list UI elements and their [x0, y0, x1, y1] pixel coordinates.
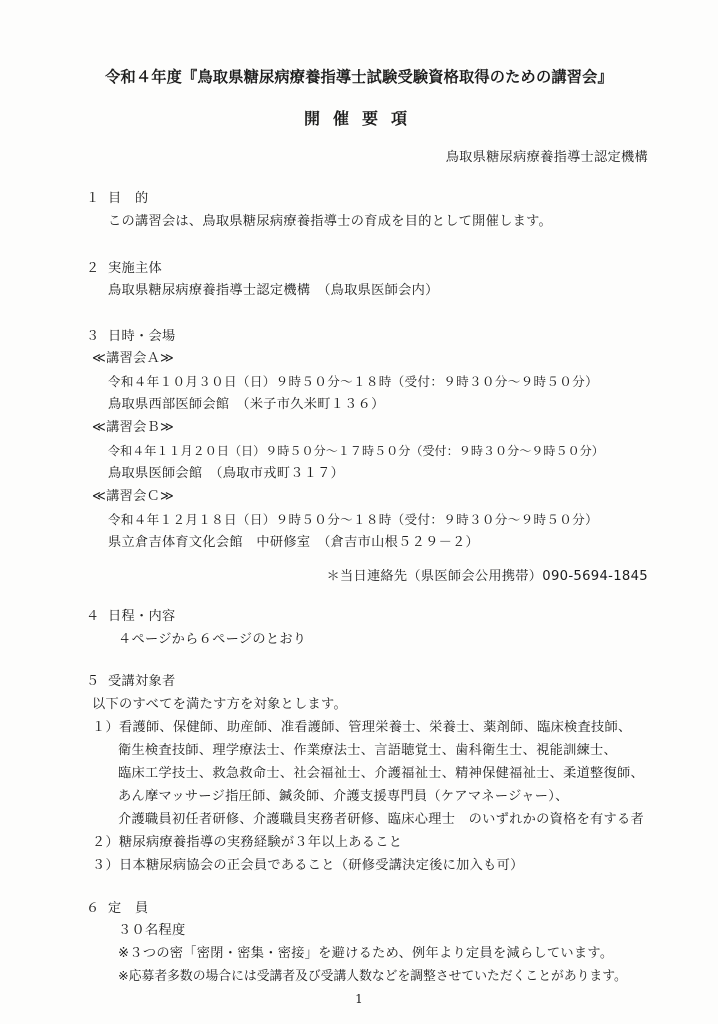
issuing-organization: 鳥取県糖尿病療養指導士認定機構 [445, 150, 648, 165]
document-title: 令和４年度『鳥取県糖尿病療養指導士試験受験資格取得のための講習会』 [105, 68, 613, 86]
session-c-label: ≪講習会Ｃ≫ [92, 489, 175, 504]
section-6-capacity: ３０名程度 [118, 923, 186, 938]
section-2-heading: 実施主体 [108, 261, 162, 276]
section-6-note-2: ※応募者多数の場合には受講者及び受講人数などを調整させていただくことがあります。 [118, 969, 627, 984]
session-a-label: ≪講習会Ａ≫ [92, 351, 175, 366]
section-4-body: ４ページから６ページのとおり [118, 632, 307, 647]
section-4-heading: 日程・内容 [108, 609, 176, 624]
session-a-datetime: 令和４年１０月３０日（日）９時５０分〜１８時（受付：９時３０分〜９時５０分） [108, 374, 598, 389]
section-3-number: ３ [86, 329, 100, 344]
section-5-intro: 以下のすべてを満たす方を対象とします。 [92, 697, 347, 712]
eligibility-item-1-line-4: あん摩マッサージ指圧師、鍼灸師、介護支援専門員（ケアマネージャー）、 [118, 789, 569, 804]
section-1-heading: 目 的 [108, 191, 149, 206]
session-b-datetime: 令和４年１１月２０日（日）９時５０分〜１７時５０分（受付：９時３０分〜９時５０分） [108, 444, 604, 458]
session-b-venue: 鳥取県医師会館 （鳥取市戎町３１７） [108, 466, 345, 481]
section-1-body: この講習会は、鳥取県糖尿病療養指導士の育成を目的として開催します。 [108, 214, 553, 229]
section-5-number: ５ [86, 674, 100, 689]
section-4-number: ４ [86, 609, 100, 624]
eligibility-item-1-line-1: １）看護師、保健師、助産師、准看護師、管理栄養士、栄養士、薬剤師、臨床検査技師、 [92, 720, 632, 735]
eligibility-item-1-line-2: 衛生検査技師、理学療法士、作業療法士、言語聴覚士、歯科衛生士、視能訓練士、 [118, 743, 618, 758]
eligibility-item-3: ３）日本糖尿病協会の正会員であること（研修受講決定後に加入も可） [92, 858, 524, 873]
section-6-note-1: ※３つの密「密閉・密集・密接」を避けるため、例年より定員を減らしています。 [118, 946, 614, 961]
section-2-body: 鳥取県糖尿病療養指導士認定機構 （鳥取県医師会内） [108, 283, 439, 298]
contact-phone: ＊当日連絡先（県医師会公用携帯）090-5694-1845 [326, 569, 648, 584]
document-subtitle: 開催要項 [303, 109, 420, 128]
page-number: 1 [355, 992, 363, 1006]
section-6-heading: 定 員 [108, 901, 149, 916]
section-2-number: ２ [86, 261, 100, 276]
eligibility-item-1-line-3: 臨床工学技士、救急救命士、社会福祉士、介護福祉士、精神保健福祉士、柔道整復師、 [118, 766, 645, 781]
session-c-datetime: 令和４年１２月１８日（日）９時５０分〜１８時（受付：９時３０分〜９時５０分） [108, 512, 598, 527]
session-c-venue: 県立倉吉体育文化会館 中研修室 （倉吉市山根５２９－２） [108, 535, 480, 550]
section-6-number: ６ [86, 901, 100, 916]
section-1-number: １ [86, 191, 100, 206]
section-5-heading: 受講対象者 [108, 674, 176, 689]
eligibility-item-2: ２）糖尿病療養指導の実務経験が３年以上あること [92, 835, 403, 850]
session-a-venue: 鳥取県西部医師会館 （米子市久米町１３６） [108, 397, 385, 412]
eligibility-item-1-line-5: 介護職員初任者研修、介護職員実務者研修、臨床心理士 のいずれかの資格を有する者 [118, 812, 645, 827]
section-3-heading: 日時・会場 [108, 329, 176, 344]
session-b-label: ≪講習会Ｂ≫ [92, 420, 175, 435]
